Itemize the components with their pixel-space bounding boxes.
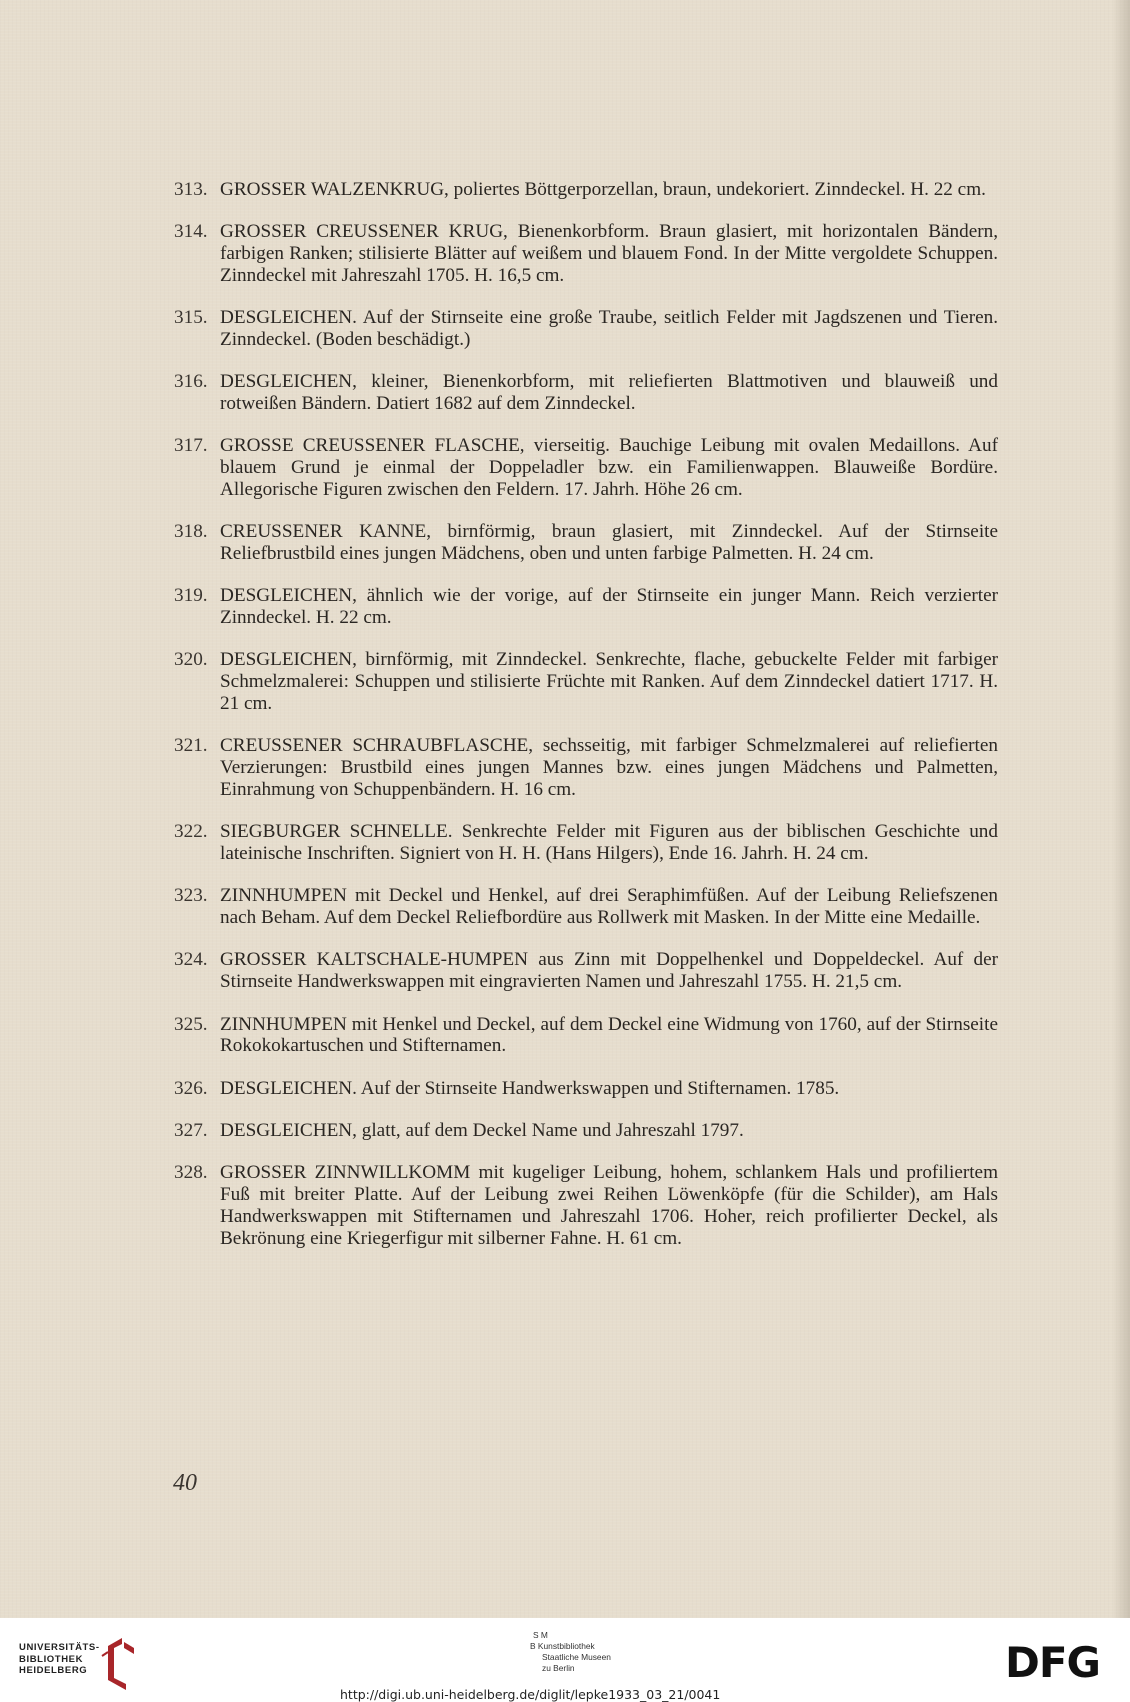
entry-description: DESGLEICHEN, glatt, auf dem Deckel Name und Jahreszahl 1797. bbox=[220, 1119, 744, 1141]
entry-description: CREUSSENER SCHRAUBFLASCHE, sechsseitig, mit farbiger Schmelzmalerei auf reliefierten Verzierungen: Brustbild eines jungen Mannes bzw. eines jungen Mädchens und Palmetten, Einrahmung von Schuppenbändern. H. 16 cm. bbox=[220, 735, 998, 800]
catalog-entry bbox=[174, 1014, 998, 1058]
entry-description: GROSSER CREUSSENER KRUG, Bienenkorbform. Braun glasiert, mit horizontalen Bändern, farbigen Ranken; stilisierte Blätter auf weißem und blauem Fond. In der Mitte vergoldete Schuppen. Zinndeckel mit Jahreszahl 1705. H. 16,5 cm. bbox=[220, 221, 998, 286]
entry-number: 320. bbox=[174, 649, 208, 671]
entry-description: ZINNHUMPEN mit Deckel und Henkel, auf drei Seraphimfüßen. Auf der Leibung Reliefszenen nach Beham. Auf dem Deckel Reliefbordüre aus Rollwerk mit Masken. In der Mitte eine Medaille. bbox=[220, 885, 998, 929]
entry-number: 318. bbox=[174, 521, 208, 543]
dfg-logo[interactable]: DFG bbox=[1005, 1638, 1101, 1687]
entry-number: 316. bbox=[174, 371, 208, 393]
catalog-entry-list bbox=[174, 179, 998, 1270]
entry-number: 324. bbox=[174, 949, 208, 971]
library-logo[interactable] bbox=[19, 1642, 100, 1677]
entry-number: 315. bbox=[174, 307, 208, 329]
stamp-line: zu Berlin bbox=[542, 1663, 575, 1673]
library-logo-line: BIBLIOTHEK bbox=[19, 1653, 84, 1665]
entry-number: 322. bbox=[174, 821, 208, 843]
entry-number: 326. bbox=[174, 1077, 208, 1099]
entry-number: 323. bbox=[174, 885, 208, 907]
catalog-entry bbox=[174, 649, 998, 714]
entry-description: GROSSER KALTSCHALE-HUMPEN aus Zinn mit Doppelhenkel und Doppeldeckel. Auf der Stirnseite Handwerkswappen mit eingravierten Namen und Jahreszahl 1755. H. 21,5 cm. bbox=[220, 949, 998, 993]
catalog-entry bbox=[174, 221, 998, 286]
entry-description: DESGLEICHEN. Auf der Stirnseite eine große Traube, seitlich Felder mit Jagdszenen und Tieren. Zinndeckel. (Boden beschädigt.) bbox=[220, 307, 998, 350]
library-logo-line: UNIVERSITÄTS- bbox=[19, 1642, 100, 1653]
entry-number: 319. bbox=[174, 585, 208, 607]
catalog-entry bbox=[174, 1162, 998, 1249]
catalog-entry bbox=[174, 821, 998, 865]
stamp-line: Staatliche Museen bbox=[542, 1652, 611, 1662]
museum-stamp bbox=[530, 1630, 611, 1674]
page-number: 40 bbox=[173, 1470, 197, 1496]
library-mark-icon bbox=[100, 1632, 140, 1690]
stamp-line: B Kunstbibliothek bbox=[530, 1641, 595, 1651]
entry-number: 321. bbox=[174, 735, 208, 757]
entry-description: GROSSER WALZENKRUG, poliertes Böttgerporzellan, braun, undekoriert. Zinndeckel. H. 22 cm. bbox=[220, 179, 986, 200]
catalog-entry bbox=[174, 735, 998, 800]
entry-number: 314. bbox=[174, 221, 208, 243]
entry-description: GROSSE CREUSSENER FLASCHE, vierseitig. Bauchige Leibung mit ovalen Medaillons. Auf blauem Grund je einmal der Doppeladler bzw. ein Familienwappen. Blauweiße Bordüre. Allegorische Figuren zwischen den Feldern. 17. Jahrh. Höhe 26 cm. bbox=[220, 435, 998, 500]
catalog-entry bbox=[174, 371, 998, 415]
catalog-entry bbox=[174, 521, 998, 565]
entry-description: GROSSER ZINNWILLKOMM mit kugeliger Leibung, hohem, schlankem Hals und profiliertem Fuß mit breiter Platte. Auf der Leibung zwei Reihen Löwenköpfe (für die Schilder), am Hals Handwerkswappen mit Stifternamen und Jahreszahl 1706. Hoher, reich profilierter Deckel, als Bekrönung eine Kriegerfigur mit silberner Fahne. H. 61 cm. bbox=[220, 1162, 998, 1249]
catalog-entry bbox=[174, 585, 998, 629]
permalink-url[interactable]: http://digi.ub.uni-heidelberg.de/diglit/lepke1933_03_21/0041 bbox=[340, 1687, 721, 1702]
catalog-entry bbox=[174, 179, 998, 201]
catalog-entry bbox=[174, 435, 998, 500]
stamp-line: S M bbox=[533, 1630, 548, 1640]
catalog-entry bbox=[174, 885, 998, 929]
entry-number: 325. bbox=[174, 1013, 208, 1035]
entry-description: DESGLEICHEN, birnförmig, mit Zinndeckel. Senkrechte, flache, gebuckelte Felder mit farbiger Schmelzmalerei: Schuppen und stilisierte Früchte mit Ranken. Auf dem Zinndeckel datiert 1717. H. 21 cm. bbox=[220, 649, 998, 715]
entry-number: 317. bbox=[174, 435, 208, 457]
entry-description: DESGLEICHEN, ähnlich wie der vorige, auf der Stirnseite ein junger Mann. Reich verzierter Zinndeckel. H. 22 cm. bbox=[220, 585, 998, 629]
entry-description: ZINNHUMPEN mit Henkel und Deckel, auf dem Deckel eine Widmung von 1760, auf der Stirnseite Rokokokartuschen und Stifternamen. bbox=[220, 1013, 998, 1057]
library-logo-line: HEIDELBERG bbox=[19, 1665, 88, 1676]
catalog-entry bbox=[174, 949, 998, 993]
viewer-footer bbox=[0, 1618, 1130, 1702]
entry-description: DESGLEICHEN. Auf der Stirnseite Handwerkswappen und Stifternamen. 1785. bbox=[220, 1077, 840, 1099]
entry-number: 313. bbox=[174, 179, 208, 200]
catalog-entry bbox=[174, 1078, 998, 1100]
catalog-entry bbox=[174, 1120, 998, 1142]
entry-number: 327. bbox=[174, 1119, 208, 1141]
entry-description: CREUSSENER KANNE, birnförmig, braun glasiert, mit Zinndeckel. Auf der Stirnseite Reliefbrustbild eines jungen Mädchens, oben und unten farbige Palmetten. H. 24 cm. bbox=[220, 521, 998, 565]
entry-description: SIEGBURGER SCHNELLE. Senkrechte Felder mit Figuren aus der biblischen Geschichte und lateinische Inschriften. Signiert von H. H. (Hans Hilgers), Ende 16. Jahrh. H. 24 cm. bbox=[220, 821, 998, 865]
catalog-entry bbox=[174, 307, 998, 351]
entry-number: 328. bbox=[174, 1162, 208, 1184]
entry-description: DESGLEICHEN, kleiner, Bienenkorbform, mit reliefierten Blattmotiven und blauweiß und rotweißen Bändern. Datiert 1682 auf dem Zinndeckel. bbox=[220, 371, 998, 415]
